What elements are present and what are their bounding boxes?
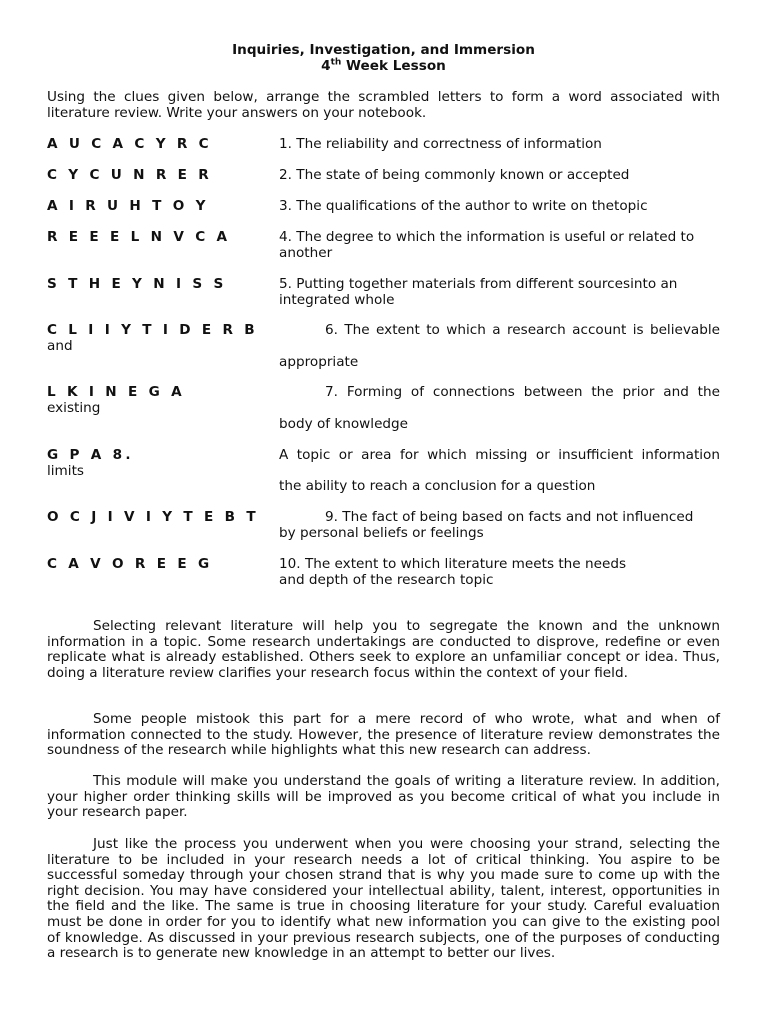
- clue-continuation: body of knowledge: [279, 416, 409, 432]
- scrambled-word: C Y C U N R E R: [47, 167, 213, 183]
- clue-text: 9. The fact of being based on facts and not influenced: [325, 509, 694, 525]
- paragraph-2: Some people mistook this part for a mere record of who wrote, what and when of information connected to the study. However, the presence of literature review demonstrates the soundness of the research while highlights what this new research can address.: [47, 711, 720, 759]
- scrambled-word: A I R U H T O Y: [47, 198, 209, 214]
- clue-text: 7. Forming of connections between the prior and the: [325, 384, 720, 400]
- clue-text: A topic or area for which missing or insufficient information: [279, 447, 720, 463]
- scrambled-word: R E E E L N V C A: [47, 229, 231, 245]
- clue-text: 4. The degree to which the information is useful or related to another: [279, 229, 695, 261]
- paragraph-1: Selecting relevant literature will help you to segregate the known and the unknown information in a topic. Some research undertakings are conducted to disprove, redefine or even replicate what is already established. Others seek to explore an unfamiliar concept or idea. Thus, doing a literature review clarifies your research focus within the context of your field.: [47, 618, 720, 681]
- clue-overflow: existing: [47, 400, 101, 416]
- instructions: Using the clues given below, arrange the scrambled letters to form a word associated with literature review. Write your answers on your notebook.: [47, 89, 720, 121]
- scrambled-word: S T H E Y N I S S: [47, 276, 227, 292]
- scrambled-word: C L I I Y T I D E R B: [47, 322, 258, 338]
- document-page: [47, 0, 720, 1024]
- paragraph-4: Just like the process you underwent when you were choosing your strand, selecting the literature to be included in your research needs a lot of critical thinking. You aspire to be successful someday through your chosen strand that is why you made sure to come up with the right decision. You may have considered your intellectual ability, talent, interest, opportunities in the field and the like. The same is true in choosing literature for your study. Careful evaluation must be done in order for you to identify what new information you can give to the existing pool of knowledge. As discussed in your previous research subjects, one of the purposes of conducting a research is to generate new knowledge in an attempt to better our lives.: [47, 836, 720, 962]
- scrambled-word: O C J I V I Y T E B T: [47, 509, 259, 525]
- clue-continuation: and depth of the research topic: [279, 572, 494, 588]
- clue-continuation: by personal beliefs or feelings: [279, 525, 484, 541]
- subtitle-number: 4: [321, 58, 331, 74]
- document-title: Inquiries, Investigation, and Immersion: [232, 42, 535, 58]
- scrambled-word: C A V O R E E G: [47, 556, 213, 572]
- paragraph-3: This module will make you understand the goals of writing a literature review. In addition, your higher order thinking skills will be improved as you become critical of what you include in your research paper.: [47, 773, 720, 821]
- scrambled-word: G P A 8.: [47, 447, 134, 463]
- clue-overflow: and: [47, 338, 73, 354]
- clue-text: 10. The extent to which literature meets the needs: [279, 556, 627, 572]
- document-subtitle: [47, 59, 720, 75]
- scrambled-word: L K I N E G A: [47, 384, 185, 400]
- subtitle-superscript: th: [330, 57, 342, 68]
- scrambled-word: A U C A C Y R C: [47, 136, 212, 152]
- clue-text: 6. The extent to which a research account is believable: [325, 322, 720, 338]
- clue-overflow: limits: [47, 463, 84, 479]
- clue-continuation: appropriate: [279, 354, 359, 370]
- subtitle-text: Week Lesson: [341, 58, 446, 74]
- clue-text: 3. The qualifications of the author to write on thetopic: [279, 198, 648, 214]
- clue-text: 2. The state of being commonly known or accepted: [279, 167, 630, 183]
- clue-text: 5. Putting together materials from different sourcesinto an integrated whole: [279, 276, 678, 308]
- clue-text: 1. The reliability and correctness of information: [279, 136, 602, 152]
- clue-continuation: the ability to reach a conclusion for a question: [279, 478, 596, 494]
